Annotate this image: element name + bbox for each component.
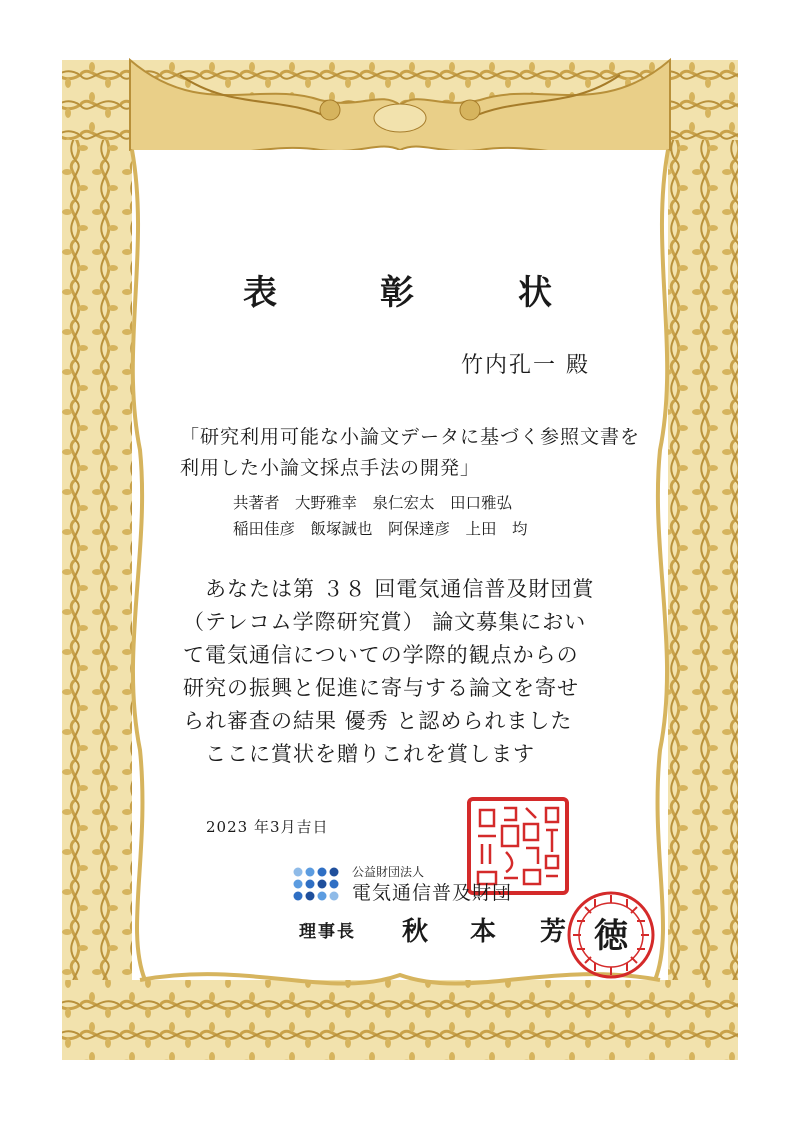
thesis-line: 利用した小論文採点手法の開発」 (180, 457, 481, 479)
round-seal-char: 徳 (594, 916, 628, 956)
body-line: あなたは第 ３８ 回電気通信普及財団賞 (183, 577, 595, 601)
title-char: 状 (518, 273, 554, 313)
thesis-line: 「研究利用可能な小論文データに基づく参照文書を (180, 426, 641, 448)
coauthors (233, 490, 613, 542)
certificate-title (0, 268, 800, 318)
coauthor-line: 稲田佳彦 飯塚誠也 阿保達彦 上田 均 (233, 520, 528, 538)
coauthor-line: 共著者 大野雅幸 泉仁宏太 田口雅弘 (233, 494, 513, 512)
foundation-logo (292, 860, 592, 910)
chairman-name-char: 秋 (402, 917, 429, 947)
thesis-title (180, 422, 640, 484)
red-round-seal-icon (565, 889, 657, 981)
chairman-name-char: 本 (470, 917, 497, 947)
body-line: て電気通信についての学際的観点からの (183, 643, 579, 667)
chairman-title: 理事長 (299, 922, 356, 942)
body-line: られ審査の結果 優秀 と認められました (183, 709, 573, 733)
foundation-name: 電気通信普及財団 (352, 882, 513, 904)
body-line: 研究の振興と促進に寄与する論文を寄せ (183, 676, 579, 700)
title-char: 表 (243, 273, 279, 313)
recipient-name: 竹内孔一 殿 (461, 353, 590, 378)
certificate-body (183, 573, 633, 771)
dot-grid-logo-icon (292, 866, 344, 902)
title-char: 彰 (380, 273, 416, 313)
body-line: （テレコム学際研究賞） 論文募集におい (183, 610, 587, 634)
foundation-type-label: 公益財団法人 (352, 865, 425, 879)
body-line: ここに賞状を贈りこれを賞します (183, 742, 535, 766)
chairman-name-char: 芳 (540, 917, 567, 947)
issue-date: 2023 年3月吉日 (206, 818, 329, 836)
